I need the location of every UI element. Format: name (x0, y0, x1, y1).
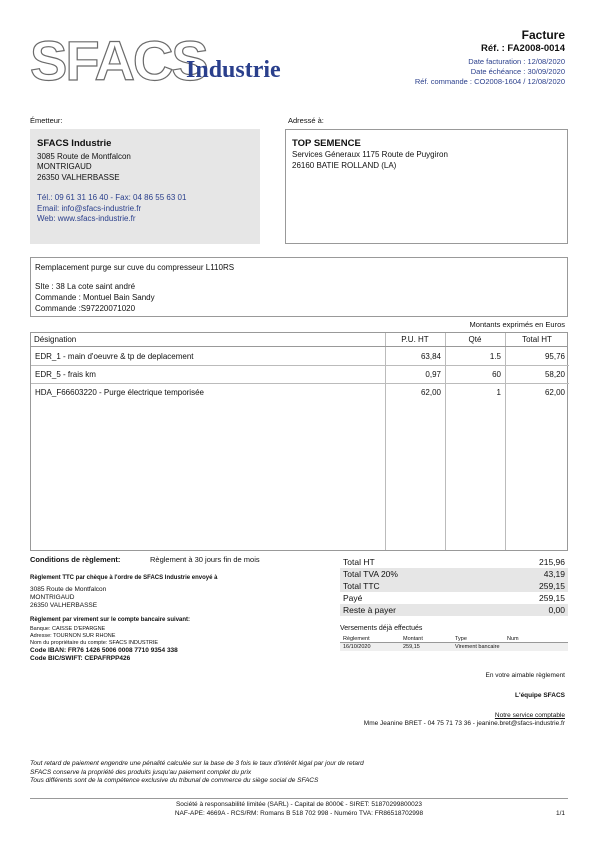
emitter-address3: 26350 VALHERBASSE (37, 172, 120, 182)
payment-type: Virement bancaire (455, 644, 500, 650)
recipient-line2: 26160 BATIE ROLLAND (LA) (292, 161, 397, 170)
cheque-address2: MONTRIGAUD (30, 593, 75, 601)
closing-greeting: En votre aimable règlement (485, 672, 565, 679)
emitter-web[interactable]: Web: www.sfacs-industrie.fr (37, 214, 136, 223)
virement-title: Règlement par virement sur le compte bancaire suivant: (30, 616, 191, 623)
iban: Code IBAN: FR76 1426 5006 0008 7710 9354 338 (30, 647, 178, 654)
recipient-line1: Services Géneraux 1175 Route de Puygiron (292, 150, 448, 159)
payments-header-reglement: Règlement (343, 636, 370, 642)
legal-line2: SFACS conserve la propriété des produits jusqu'au paiement complet du prix (30, 768, 252, 776)
date-echeance: Date échéance : 30/09/2020 (470, 67, 565, 76)
legal-line1: Tout retard de paiement engendre une pénalité calculée sur la base de 3 fois le taux d'intérêt légal par jour de retard (30, 760, 364, 767)
invoice-ref: Réf. : FA2008-0014 (481, 43, 565, 54)
emitter-name: SFACS Industrie (37, 138, 112, 149)
total-ttc-row (340, 580, 568, 592)
closing-team: L'équipe SFACS (515, 692, 565, 699)
payment-row (340, 643, 568, 651)
closing-service: Notre service comptable (494, 712, 565, 719)
paid-row (340, 592, 568, 604)
row-pu: 62,00 (420, 388, 441, 397)
total-label: Total TVA 20% (343, 569, 398, 579)
total-label: Total TTC (343, 581, 380, 591)
footer-line2: NAF-APE: 4669A - RCS/RM: Romans B 518 702 998 - Numéro TVA: FR86518702998 (174, 809, 424, 817)
total-value: 215,96 (539, 557, 565, 567)
payment-amount: 259,15 (403, 644, 420, 650)
emitter-box (30, 129, 260, 244)
header-total: Total HT (522, 335, 552, 344)
page-number: 1/1 (555, 810, 565, 817)
payments-header (340, 635, 568, 643)
recipient-label: Adressé à: (288, 116, 324, 125)
total-value: 259,15 (539, 581, 565, 591)
legal-notice (30, 760, 430, 786)
payment-date: 16/10/2020 (343, 644, 371, 650)
emitter-phone: Tél.: 09 61 31 16 40 - Fax: 04 86 55 63 01 (37, 193, 187, 202)
conditions-value: Règlement à 30 jours fin de mois (150, 555, 260, 564)
cheque-address3: 26350 VALHERBASSE (30, 601, 98, 609)
closing-block (364, 672, 565, 728)
recipient-name: TOP SEMENCE (292, 138, 361, 149)
payments-header-montant: Montant (403, 636, 423, 642)
date-facturation: Date facturation : 12/08/2020 (468, 57, 565, 66)
table-row (31, 384, 569, 401)
object-box (30, 257, 568, 317)
logo-industrie-text: Industrie (186, 57, 281, 83)
total-value: 259,15 (539, 593, 565, 603)
table-row (31, 348, 569, 365)
account-holder: Nom du propriétaire du compte: SFACS INDUSTRIE (30, 640, 159, 646)
row-qte: 1.5 (489, 352, 501, 361)
footer-divider (30, 798, 568, 799)
payments-header-num: Num (507, 636, 519, 642)
row-qte: 1 (496, 388, 501, 397)
header-qte: Qté (468, 335, 482, 344)
emitter-email[interactable]: Email: info@sfacs-industrie.fr (37, 203, 142, 213)
row-designation: EDR_5 - frais km (35, 370, 96, 379)
row-total: 58,20 (544, 370, 565, 379)
legal-line3: Tous différents sont de la compétence exclusive du tribunal de commerce du siège social de SFACS (30, 777, 319, 784)
emitter-address2: MONTRIGAUD (37, 162, 92, 171)
closing-contact[interactable]: Mme Jeanine BRET - 04 75 71 73 36 - jeanine.bret@sfacs-industrie.fr (363, 720, 565, 727)
footer (30, 801, 568, 818)
row-designation: HDA_F66603220 - Purge électrique temporisée (35, 388, 204, 397)
company-logo (30, 29, 310, 95)
header-divider (31, 346, 567, 347)
header-pu: P.U. HT (401, 335, 429, 344)
payments-made (340, 625, 568, 651)
object-line4: Commande :S97220071020 (35, 304, 136, 313)
invoice-header (415, 28, 565, 87)
logo-sfacs-text: SFACS (30, 29, 207, 92)
total-value: 0,00 (548, 605, 565, 615)
emitter-address1: 3085 Route de Montfalcon (37, 151, 131, 161)
object-line3: Commande : Montuel Bain Sandy (35, 293, 155, 302)
total-label: Reste à payer (343, 605, 396, 615)
conditions-label: Conditions de règlement: (30, 555, 121, 564)
total-ht-row (340, 556, 568, 568)
row-pu: 0,97 (425, 370, 441, 379)
table-row (31, 366, 569, 383)
bank-name: Banque: CAISSE D'EPARGNE (30, 626, 106, 632)
items-table (30, 332, 568, 551)
total-value: 43,19 (543, 569, 565, 579)
cheque-address1: 3085 Route de Montfalcon (30, 585, 107, 593)
ref-commande: Réf. commande : CO2008-1604 / 12/08/2020 (414, 77, 565, 86)
footer-line1: Société à responsabilité limitée (SARL) - Capital de 8000€ - SIRET: 51870299800023 (175, 801, 423, 808)
payments-header-type: Type (455, 636, 467, 642)
row-total: 62,00 (544, 388, 565, 397)
cheque-title: Règlement TTC par chèque à l'ordre de SFACS Industrie envoyé à (30, 575, 218, 581)
row-qte: 60 (492, 370, 501, 379)
bank-address: Adresse: TOURNON SUR RHONE (30, 633, 116, 639)
currency-note: Montants exprimés en Euros (469, 320, 565, 329)
object-line2: SIte : 38 La cote saint andré (35, 282, 136, 291)
payments-title: Versements déjà effectués (340, 625, 423, 632)
bic: Code BIC/SWIFT: CEPAFRPP426 (30, 655, 131, 662)
remaining-row (340, 604, 568, 616)
header-designation: Désignation (34, 335, 77, 344)
object-line1: Remplacement purge sur cuve du compresseur L110RS (35, 263, 235, 272)
row-designation: EDR_1 - main d'oeuvre & tp de deplacement (35, 352, 194, 361)
total-tva-row (340, 568, 568, 580)
invoice-title: Facture (521, 28, 565, 42)
row-pu: 63,84 (420, 352, 441, 361)
payment-conditions (30, 556, 320, 663)
total-label: Total HT (343, 557, 375, 567)
recipient-box (285, 129, 568, 244)
emitter-label: Émetteur: (30, 116, 63, 125)
totals-block (340, 556, 568, 616)
total-label: Payé (343, 593, 363, 603)
row-total: 95,76 (544, 352, 565, 361)
